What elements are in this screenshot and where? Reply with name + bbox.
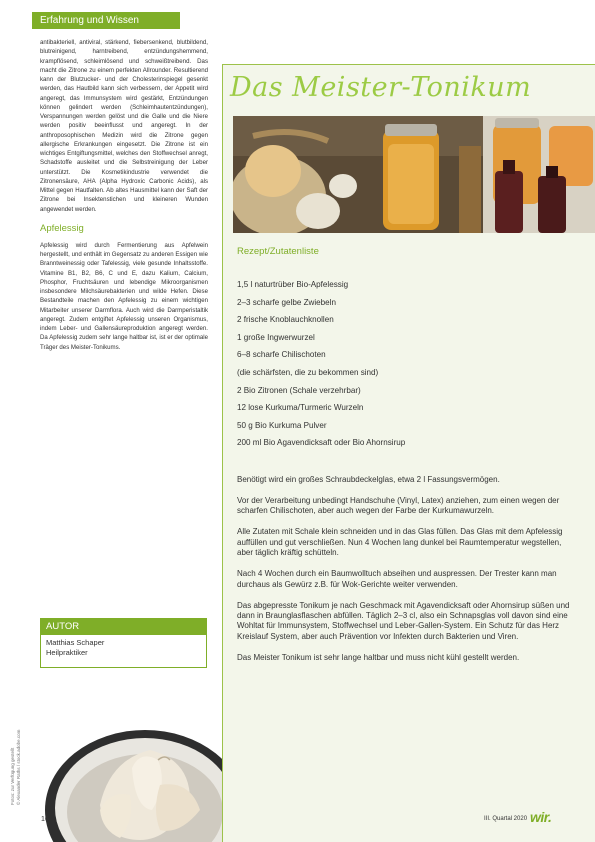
instruction-paragraph: Nach 4 Wochen durch ein Baumwolltuch abseihen und auspressen. Der Trester kann man durchaus als Gewürz z.B. für Wok-Gerichte weiter verwenden.: [237, 569, 557, 589]
ingredient-item: 1 große Ingwerwurzel: [237, 332, 315, 342]
ingredient-item: 50 g Bio Kurkuma Pulver: [237, 420, 327, 430]
author-role: Heilpraktiker: [46, 648, 88, 657]
instruction-paragraph: Alle Zutaten mit Schale klein schneiden und in das Glas füllen. Das Glas mit dem Apfelessig auffüllen und gut verschließen. Nun 4 Wochen lang dunkel bei Raumtemperatur wegstellen, aber täglich kräftig schütteln.: [237, 527, 563, 558]
left-article-column: [40, 38, 208, 352]
recipe-title: Das Meister-Tonikum: [230, 72, 532, 103]
ingredient-item: 2 Bio Zitronen (Schale verzehrbar): [237, 385, 361, 395]
ingredient-item: 200 ml Bio Agavendicksaft oder Bio Ahornsirup: [237, 438, 406, 448]
ingredient-item: (die schärfsten, die zu bekommen sind): [237, 367, 379, 377]
ingredient-item: 2 frische Knoblauchknollen: [237, 315, 334, 325]
instruction-paragraph: Benötigt wird ein großes Schraubdeckelglas, etwa 2 l Fassungsvermögen.: [237, 475, 500, 484]
ingredient-item: 1,5 l naturtrüber Bio-Apfelessig: [237, 280, 349, 289]
magazine-logo: wir.: [530, 809, 552, 825]
section-tag: Erfahrung und Wissen: [32, 12, 180, 29]
issue-label: III. Quartal 2020: [484, 816, 528, 822]
ingredient-item: 12 lose Kurkuma/Turmeric Wurzeln: [237, 403, 364, 413]
page-number: 16: [41, 816, 49, 823]
article-paragraph-1: antibakteriell, antiviral, stärkend, fiebersenkend, blutbildend, blutreinigend, harntreibend, entzündungshemmend, krampflösend, schleimlösend und schweißtreibend. Das macht die Zitrone zu einem perfekten Allrounder. Resultierend kann der Blutzucker- und der Cholesterinspiegel gesenkt werden, das Hautbild kann sich verbessern, der Appetit wird angeregt, das Immunsystem wird gestärkt, Entzündungen können gelindert werden (Schleimhautentzündungen), Verspannungen werden gelöst und die Galle und die Niere werden positiv beeinflusst und angeregt. In der anthroposophischen Medizin wird die Zitrone gegen allergische Erkrankungen eingesetzt. Die Zitrone ist ein wichtiges Entgiftungsmittel, welches den Stoffwechsel anregt, Schadstoffe ausleitet und die Selbstreinigung der Leber unterstützt. Die Kosmetikindustrie verwendet die Zitronensäure, AHA (Alpha Hydroxic Carbonic Acids), als Mittel gegen Hautfalten. Ab altes Hausmittel kann der Saft der Zitrone bei Insektenstichen und kleineren Wunden angewendet werden.: [40, 39, 208, 213]
author-name: Matthias Schaper: [46, 638, 105, 647]
garlic-photo-graphic: [40, 690, 230, 842]
author-box: [40, 618, 207, 668]
instruction-paragraph: Vor der Verarbeitung unbedingt Handschuhe (Vinyl, Latex) anziehen, zum einen wegen der scharfen Chilischoten, aber auch wegen der Farbe der Kurkumawurzeln.: [237, 496, 560, 516]
author-heading: AUTOR: [41, 619, 206, 635]
photo-credit-line-1: Fotos: zur Verfügung gestellt: [10, 747, 15, 805]
tonic-jars-photo: [233, 116, 595, 233]
tonic-jars-photo-graphic: [233, 116, 595, 233]
photo-credit: [10, 685, 22, 805]
garlic-photo: [40, 690, 230, 842]
heading-apfelessig: Apfelessig: [40, 222, 84, 234]
ingredient-item: 2–3 scharfe gelbe Zwiebeln: [237, 297, 336, 307]
article-paragraph-2: Apfelessig wird durch Fermentierung aus Apfelwein hergestellt, und enthält im Gegensatz zu anderen Essigen wie Branntweinessig oder Tafelessig, viele gesunde Inhaltsstoffe. Vitamine B1, B2, B6, C und E, dazu Kalium, Calcium, Phosphor, Fruchtsäuren und lebendige Mikroorganismen insbesondere Milchsäurebakterien und wilde Hefen. Diese Bestandteile machen den Apfelessig zu einem wichtigen Mitarbeiter unserer Darmflora. Auch wird die Darmperistaltik angeregt. Zudem entgiftet Apfelessig unseren Organismus, indem Leber- und Gallensäureproduktion angeregt werden. Da Apfelessig zudem sehr lange haltbar ist, ist er der optimale Träger des Meister-Tonikums.: [40, 241, 208, 351]
author-info: [41, 635, 206, 661]
photo-credit-line-2: © Alexander Raths / stock.adobe.com: [16, 729, 21, 805]
instruction-paragraph: Das abgepresste Tonikum je nach Geschmack mit Agavendicksaft oder Ahornsirup süßen und dann in Braunglasflaschen abfüllen. Täglich 2–3 cl, also ein Schnapsglas voll davon sind eine Wohltat für Immunsystem, Stoffwechsel und Leber-Gallen-System. Ein Schutz für das Herz Kreislauf System, aber auch Prävention vor Infekten durch Bakterien und Viren.: [237, 600, 570, 641]
ingredient-item: 6–8 scharfe Chilischoten: [237, 350, 326, 360]
instruction-paragraph: Das Meister Tonikum ist sehr lange haltbar und muss nicht kühl gestellt werden.: [237, 652, 520, 662]
ingredients-list: [237, 276, 577, 452]
ingredients-heading: Rezept/Zutatenliste: [237, 246, 319, 257]
recipe-instructions: [237, 475, 579, 674]
